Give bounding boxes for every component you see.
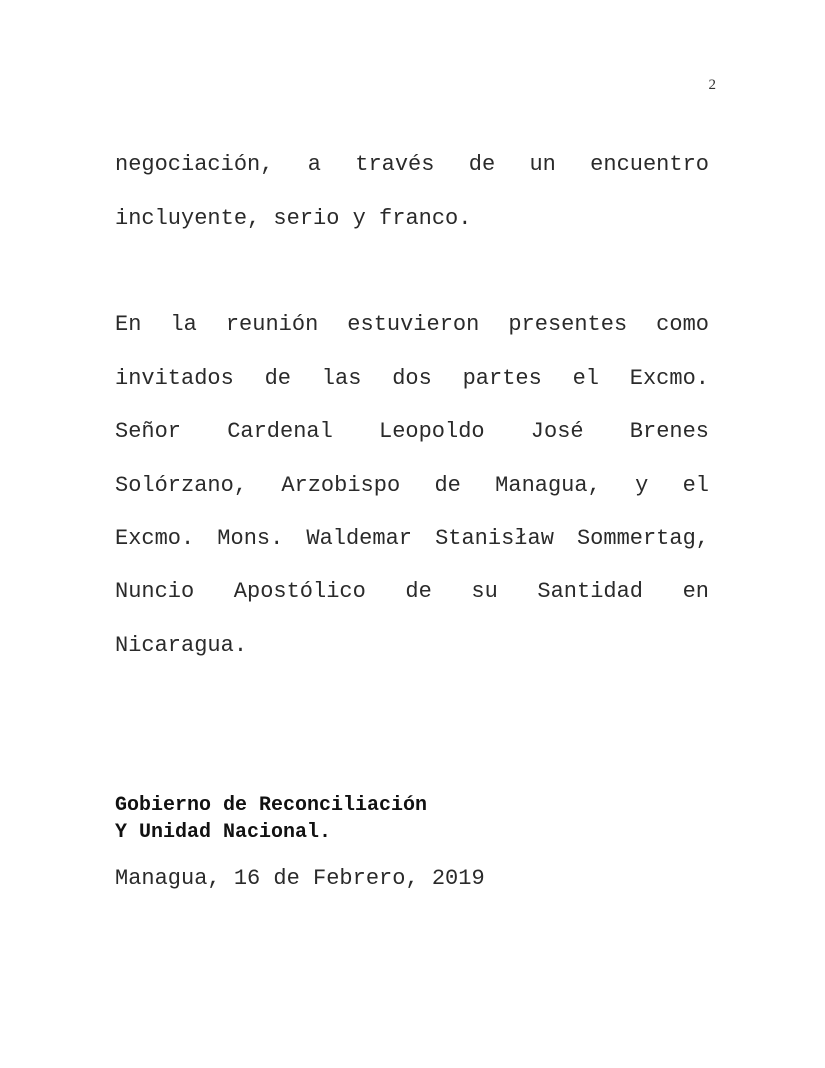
paragraph-line: negociación, a través de un encuentro <box>115 152 709 177</box>
paragraph-line: Nuncio Apostólico de su Santidad en <box>115 579 709 604</box>
paragraph-line: Solórzano, Arzobispo de Managua, y el <box>115 473 709 498</box>
signature-org-line-1: Gobierno de Reconciliación <box>115 794 428 817</box>
paragraph-line: En la reunión estuvieron presentes como <box>115 312 709 337</box>
signature-date: Managua, 16 de Febrero, 2019 <box>115 866 485 891</box>
paragraph-line: incluyente, serio y franco. <box>115 206 472 231</box>
paragraph-line: Señor Cardenal Leopoldo José Brenes <box>115 419 709 444</box>
paragraph-line: invitados de las dos partes el Excmo. <box>115 366 709 391</box>
signature-org-line-2: Y Unidad Nacional. <box>115 821 332 844</box>
page-number: 2 <box>708 77 716 93</box>
paragraph-line: Excmo. Mons. Waldemar Stanisław Sommertag, <box>115 526 709 551</box>
paragraph-line: Nicaragua. <box>115 633 248 658</box>
